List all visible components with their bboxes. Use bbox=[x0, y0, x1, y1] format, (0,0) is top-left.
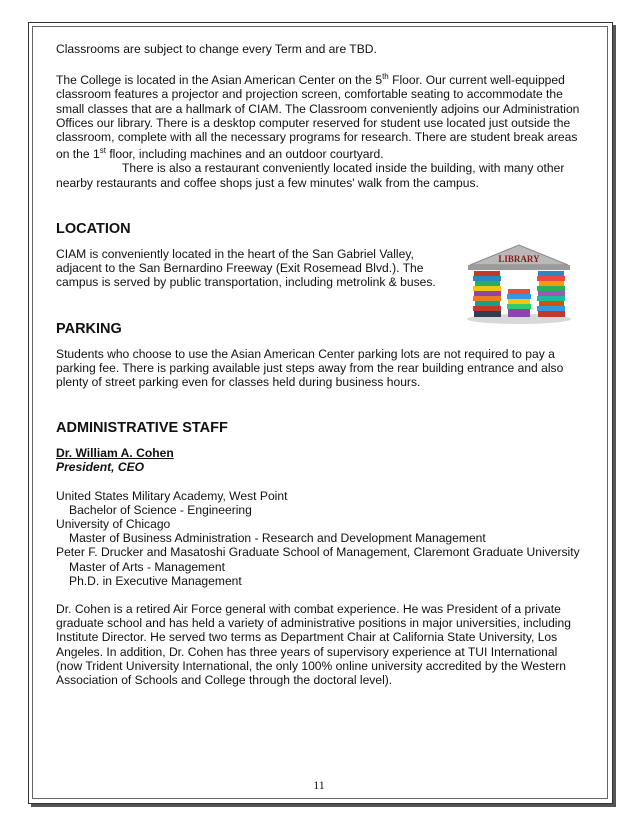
edu-line: Master of Business Administration - Research and Development Management bbox=[69, 531, 486, 546]
location-text: CIAM is conveniently located in the heart of the San Gabriel Valley, adjacent to the San Bernardino Freeway (Exit Rosemead Blvd.). The campus is served by public transportation, including metrolink & buses. bbox=[56, 246, 436, 290]
staff-heading: ADMINISTRATIVE STAFF bbox=[56, 420, 228, 437]
parking-text: Students who choose to use the Asian American Center parking lots are not required to pay a parking fee. There is parking available just steps away from the rear building entrance and also plenty of street parking even for classes held during business hours. bbox=[56, 346, 564, 389]
book-stack-right bbox=[537, 271, 565, 317]
edu-line: United States Military Academy, West Point bbox=[56, 488, 288, 503]
page-content bbox=[56, 42, 586, 687]
edu-line: University of Chicago bbox=[56, 516, 171, 531]
intro-text-b: Floor. Our current well-equipped classroom features a projector and projection screen, comfortable seating to accommodate the small classes that are a hallmark of CIAM. The Classroom conveniently adjoins our Administration Offices our library. There is a desktop computer reserved for student use located just outside the classroom, complete with all the necessary programs for research. There are student break areas on the 1 bbox=[56, 73, 580, 162]
edu-line: Ph.D. in Executive Management bbox=[69, 573, 242, 588]
staff-name: Dr. William A. Cohen bbox=[56, 446, 174, 461]
staff-bio: Dr. Cohen is a retired Air Force general with combat experience. He was President of a private graduate school and has held a variety of administrative positions in major universities, including Institute Director. He served two terms as Department Chair at California State University, Los Angeles. In addition, Dr. Cohen has three years of supervisory experience at TUI International (now Trident University International, the only 100% online university accredited by the Western Association of Schools and College through the doctoral level). bbox=[56, 601, 571, 687]
book-stack-middle bbox=[507, 289, 531, 317]
library-illustration bbox=[464, 239, 574, 325]
staff-title: President, CEO bbox=[56, 460, 145, 475]
intro-sup-st: st bbox=[99, 146, 106, 156]
intro-text-d: There is also a restaurant conveniently located inside the building, with many other nearby restaurants and coffee shops just a few minutes' walk from the campus. bbox=[56, 161, 565, 190]
edu-line: Master of Arts - Management bbox=[69, 559, 225, 574]
intro-sup-th: th bbox=[382, 72, 389, 82]
parking-heading: PARKING bbox=[56, 320, 122, 337]
location-section bbox=[56, 247, 586, 290]
intro-paragraph-1: Classrooms are subject to change every Term and are TBD. bbox=[56, 42, 377, 56]
intro-text-c: floor, including machines and an outdoor courtyard. bbox=[105, 147, 384, 162]
edu-line: Bachelor of Science - Engineering bbox=[69, 502, 252, 517]
page-number: 11 bbox=[313, 778, 325, 792]
edu-line: Peter F. Drucker and Masatoshi Graduate School of Management, Claremont Graduate University bbox=[56, 545, 580, 560]
intro-paragraph-2 bbox=[56, 70, 586, 190]
intro-text-a: The College is located in the Asian American Center on the 5 bbox=[56, 73, 383, 88]
book-stack-left bbox=[473, 271, 501, 317]
location-heading: LOCATION bbox=[56, 220, 131, 237]
education-list bbox=[56, 489, 586, 588]
library-sign-text: LIBRARY bbox=[498, 253, 540, 264]
